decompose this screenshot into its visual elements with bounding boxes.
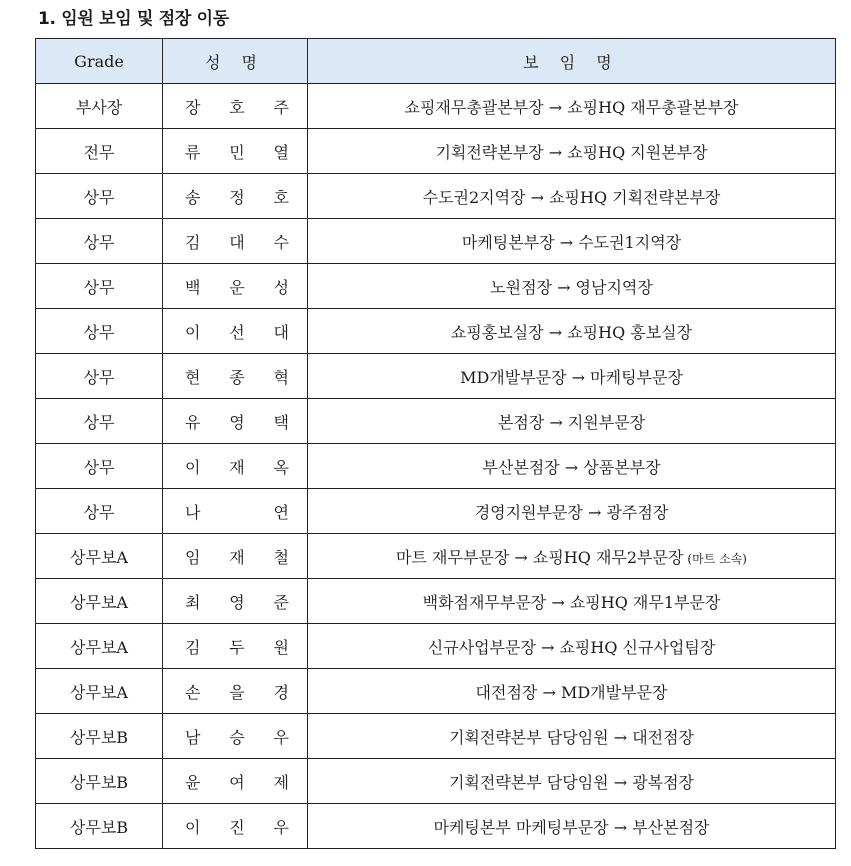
name-char: 여 <box>229 772 245 792</box>
header-row <box>36 39 836 84</box>
name-characters <box>163 365 307 388</box>
name-char: 열 <box>273 142 289 162</box>
name-char: 류 <box>185 142 201 162</box>
table-row <box>36 129 836 174</box>
assignment-cell <box>308 534 836 579</box>
table-row <box>36 219 836 264</box>
assignment-text: 수도권2지역장 → 쇼핑HQ 기획전략본부장 <box>422 187 721 207</box>
name-cell <box>163 444 308 489</box>
assignment-cell <box>308 84 836 129</box>
name-char: 장 <box>185 97 201 117</box>
grade-cell: 상무 <box>36 399 163 444</box>
assignment-cell <box>308 579 836 624</box>
assignment-cell <box>308 399 836 444</box>
name-cell <box>163 219 308 264</box>
name-char: 우 <box>273 727 289 747</box>
table-row <box>36 669 836 714</box>
name-char: 남 <box>185 727 201 747</box>
assignment-cell <box>308 714 836 759</box>
assignment-text: 마케팅본부 마케팅부문장 → 부산본점장 <box>433 817 710 837</box>
table-row <box>36 354 836 399</box>
assignment-cell <box>308 129 836 174</box>
table-row <box>36 489 836 534</box>
name-cell <box>163 129 308 174</box>
name-characters <box>163 815 307 838</box>
name-char: 호 <box>273 187 289 207</box>
name-cell <box>163 759 308 804</box>
name-characters <box>163 545 307 568</box>
assignment-note: (마트 소속) <box>687 551 747 566</box>
table-row <box>36 399 836 444</box>
name-char: 승 <box>229 727 245 747</box>
assignment-text: 백화점재무부문장 → 쇼핑HQ 재무1부문장 <box>422 592 721 612</box>
table-row <box>36 444 836 489</box>
name-characters <box>163 680 307 703</box>
name-char: 대 <box>273 322 289 342</box>
assignment-text: 노원점장 → 영남지역장 <box>490 277 653 297</box>
name-cell <box>163 804 308 849</box>
name-cell <box>163 714 308 759</box>
name-char: 을 <box>229 682 245 702</box>
grade-cell: 상무 <box>36 444 163 489</box>
name-cell <box>163 354 308 399</box>
name-char: 주 <box>273 97 289 117</box>
name-char: 이 <box>185 817 201 837</box>
assignment-text: 신규사업부문장 → 쇼핑HQ 신규사업팀장 <box>427 637 716 657</box>
name-char: 원 <box>273 637 289 657</box>
name-char: 우 <box>273 817 289 837</box>
name-char: 손 <box>185 682 201 702</box>
assignment-text: 경영지원부문장 → 광주점장 <box>474 502 669 522</box>
table-row <box>36 579 836 624</box>
header-assignment: 보 임 명 <box>308 39 836 84</box>
table-body <box>36 84 836 849</box>
assignment-cell <box>308 444 836 489</box>
name-char: 준 <box>273 592 289 612</box>
assignment-cell <box>308 219 836 264</box>
name-cell <box>163 534 308 579</box>
name-char: 윤 <box>185 772 201 792</box>
name-characters <box>163 185 307 208</box>
name-characters <box>163 230 307 253</box>
grade-cell: 상무 <box>36 219 163 264</box>
name-char: 유 <box>185 412 201 432</box>
assignment-cell <box>308 669 836 714</box>
name-characters <box>163 455 307 478</box>
name-characters <box>163 770 307 793</box>
grade-cell: 상무보B <box>36 804 163 849</box>
name-char: 택 <box>273 412 289 432</box>
name-char: 현 <box>185 367 201 387</box>
name-char: 김 <box>185 637 201 657</box>
assignment-cell <box>308 489 836 534</box>
name-characters <box>163 410 307 433</box>
assignment-text: 기획전략본부 담당임원 → 광복점장 <box>448 772 695 792</box>
name-char: 철 <box>273 547 289 567</box>
grade-cell: 상무보A <box>36 669 163 714</box>
table-header <box>36 39 836 84</box>
name-cell <box>163 84 308 129</box>
name-char: 제 <box>273 772 289 792</box>
assignment-text: 대전점장 → MD개발부문장 <box>475 682 668 702</box>
name-char: 혁 <box>273 367 289 387</box>
name-characters <box>163 275 307 298</box>
table-row <box>36 714 836 759</box>
grade-cell: 상무보A <box>36 534 163 579</box>
section-title: 1. 임원 보임 및 점장 이동 <box>38 9 229 29</box>
name-cell <box>163 399 308 444</box>
name-char: 호 <box>229 97 245 117</box>
name-char: 연 <box>273 502 289 522</box>
grade-cell: 상무 <box>36 264 163 309</box>
name-cell <box>163 489 308 534</box>
assignment-text: 쇼핑재무총괄본부장 → 쇼핑HQ 재무총괄본부장 <box>404 97 739 117</box>
grade-cell: 상무 <box>36 489 163 534</box>
name-cell <box>163 174 308 219</box>
assignment-cell <box>308 354 836 399</box>
assignment-text: 쇼핑홍보실장 → 쇼핑HQ 홍보실장 <box>450 322 693 342</box>
name-char: 나 <box>185 502 201 522</box>
name-characters <box>163 590 307 613</box>
table-row <box>36 264 836 309</box>
name-characters <box>163 320 307 343</box>
grade-cell: 상무보A <box>36 579 163 624</box>
table-row <box>36 804 836 849</box>
assignment-text: MD개발부문장 → 마케팅부문장 <box>460 367 683 387</box>
name-cell <box>163 669 308 714</box>
assignment-text: 마트 재무부문장 → 쇼핑HQ 재무2부문장 <box>396 547 684 567</box>
assignment-text: 마케팅본부장 → 수도권1지역장 <box>461 232 682 252</box>
name-char: 송 <box>185 187 201 207</box>
name-cell <box>163 624 308 669</box>
name-char: 이 <box>185 457 201 477</box>
table-row <box>36 174 836 219</box>
table-row <box>36 534 836 579</box>
name-characters <box>163 725 307 748</box>
name-char: 백 <box>185 277 201 297</box>
assignment-text: 본점장 → 지원부문장 <box>497 412 646 432</box>
grade-cell: 상무보B <box>36 759 163 804</box>
name-char: 민 <box>229 142 245 162</box>
assignment-text: 부산본점장 → 상품본부장 <box>482 457 661 477</box>
name-char: 수 <box>273 232 289 252</box>
name-char: 임 <box>185 547 201 567</box>
assignment-cell <box>308 759 836 804</box>
header-grade: Grade <box>36 39 163 84</box>
grade-cell: 상무 <box>36 354 163 399</box>
grade-cell: 상무 <box>36 309 163 354</box>
name-characters <box>163 140 307 163</box>
name-cell <box>163 264 308 309</box>
grade-cell: 상무 <box>36 174 163 219</box>
name-char: 정 <box>229 187 245 207</box>
grade-cell: 상무보B <box>36 714 163 759</box>
name-char: 영 <box>229 592 245 612</box>
assignment-cell <box>308 309 836 354</box>
table-row <box>36 759 836 804</box>
assignment-cell <box>308 264 836 309</box>
assignment-cell <box>308 174 836 219</box>
name-char: 성 <box>273 277 289 297</box>
table-row <box>36 309 836 354</box>
name-char: 두 <box>229 637 245 657</box>
name-char: 대 <box>229 232 245 252</box>
name-char: 김 <box>185 232 201 252</box>
name-characters <box>163 500 307 523</box>
name-cell <box>163 309 308 354</box>
table-row <box>36 84 836 129</box>
assignment-text: 기획전략본부장 → 쇼핑HQ 지원본부장 <box>435 142 708 162</box>
header-name: 성 명 <box>163 39 308 84</box>
name-char: 영 <box>229 412 245 432</box>
name-char: 선 <box>229 322 245 342</box>
name-char: 재 <box>229 547 245 567</box>
name-char: 경 <box>273 682 289 702</box>
name-char: 이 <box>185 322 201 342</box>
name-cell <box>163 579 308 624</box>
name-char: 재 <box>229 457 245 477</box>
name-char: 운 <box>229 277 245 297</box>
grade-cell: 부사장 <box>36 84 163 129</box>
assignment-text: 기획전략본부 담당임원 → 대전점장 <box>448 727 695 747</box>
name-char: 진 <box>229 817 245 837</box>
name-char: 최 <box>185 592 201 612</box>
grade-cell: 전무 <box>36 129 163 174</box>
assignment-cell <box>308 624 836 669</box>
name-characters <box>163 635 307 658</box>
assignment-cell <box>308 804 836 849</box>
name-characters <box>163 95 307 118</box>
table-row <box>36 624 836 669</box>
name-char: 옥 <box>273 457 289 477</box>
name-char: 종 <box>229 367 245 387</box>
appointments-table <box>35 38 836 849</box>
grade-cell: 상무보A <box>36 624 163 669</box>
